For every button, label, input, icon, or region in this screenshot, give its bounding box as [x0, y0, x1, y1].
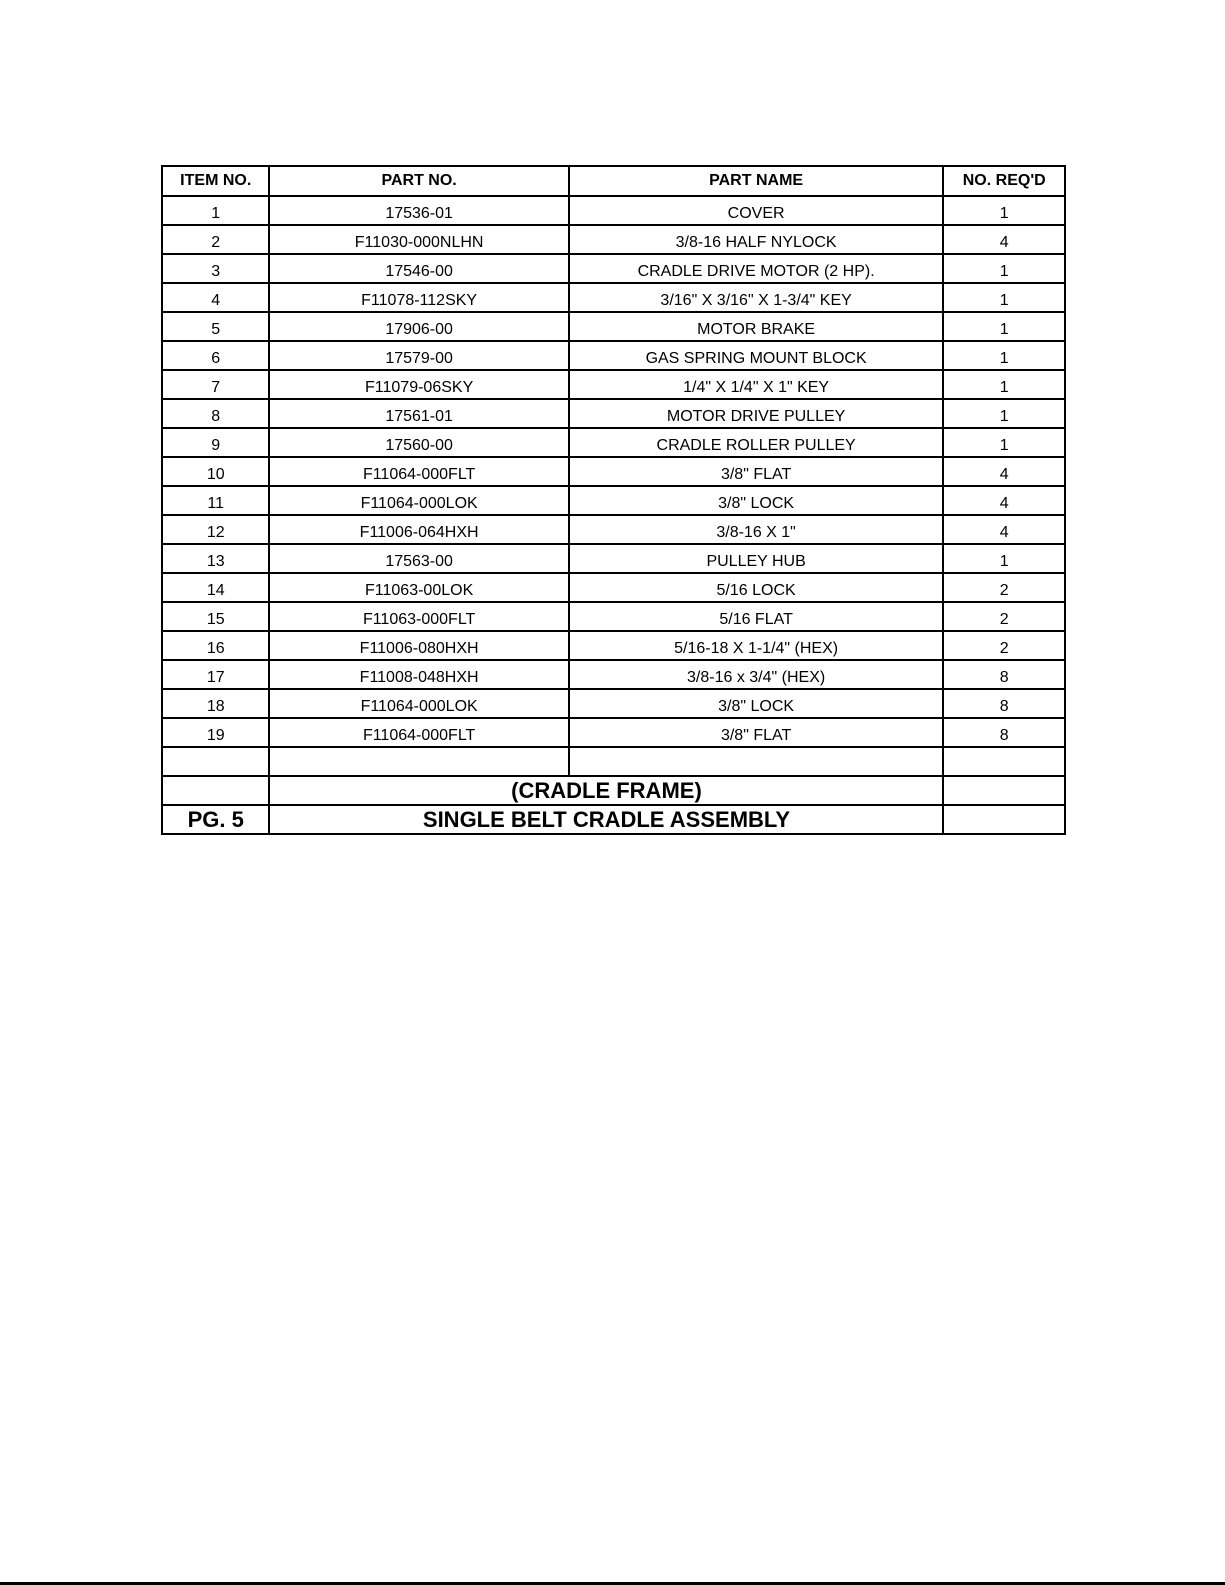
part-no-cell: 17563-00	[269, 544, 568, 573]
part-name-cell: 3/8" LOCK	[569, 486, 944, 515]
title-row	[162, 805, 1065, 834]
part-name-cell: 3/8" FLAT	[569, 718, 944, 747]
part-no-cell: F11063-00LOK	[269, 573, 568, 602]
part-name-cell: 3/16" X 3/16" X 1-3/4" KEY	[569, 283, 944, 312]
part-no-cell: F11064-000LOK	[269, 486, 568, 515]
qty-cell: 1	[943, 254, 1065, 283]
part-no-cell: 17906-00	[269, 312, 568, 341]
qty-cell: 4	[943, 457, 1065, 486]
part-name-cell: GAS SPRING MOUNT BLOCK	[569, 341, 944, 370]
part-name-cell: PULLEY HUB	[569, 544, 944, 573]
header-no-reqd: NO. REQ'D	[943, 166, 1065, 196]
qty-cell: 1	[943, 544, 1065, 573]
part-name-cell: CRADLE ROLLER PULLEY	[569, 428, 944, 457]
table-row	[162, 370, 1065, 399]
empty-cell	[569, 747, 944, 776]
item-no-cell: 18	[162, 689, 269, 718]
header-part-no: PART NO.	[269, 166, 568, 196]
item-no-cell: 2	[162, 225, 269, 254]
table-row	[162, 428, 1065, 457]
qty-cell: 8	[943, 660, 1065, 689]
item-no-cell: 4	[162, 283, 269, 312]
qty-cell: 1	[943, 283, 1065, 312]
item-no-cell: 17	[162, 660, 269, 689]
part-no-cell: F11006-080HXH	[269, 631, 568, 660]
qty-cell: 8	[943, 718, 1065, 747]
qty-cell: 4	[943, 486, 1065, 515]
item-no-cell: 15	[162, 602, 269, 631]
part-no-cell: 17561-01	[269, 399, 568, 428]
item-no-cell: 8	[162, 399, 269, 428]
part-name-cell: 5/16 FLAT	[569, 602, 944, 631]
part-name-cell: 5/16 LOCK	[569, 573, 944, 602]
part-name-cell: 5/16-18 X 1-1/4" (HEX)	[569, 631, 944, 660]
part-name-cell: 3/8-16 HALF NYLOCK	[569, 225, 944, 254]
item-no-cell: 1	[162, 196, 269, 225]
header-part-name: PART NAME	[569, 166, 944, 196]
table-row	[162, 544, 1065, 573]
empty-cell	[943, 747, 1065, 776]
part-no-cell: 17579-00	[269, 341, 568, 370]
part-name-cell: 3/8" LOCK	[569, 689, 944, 718]
parts-body	[162, 196, 1065, 747]
table-row	[162, 399, 1065, 428]
table-row	[162, 573, 1065, 602]
part-name-cell: COVER	[569, 196, 944, 225]
table-row	[162, 602, 1065, 631]
item-no-cell: 7	[162, 370, 269, 399]
item-no-cell: 11	[162, 486, 269, 515]
subtitle-row	[162, 776, 1065, 805]
qty-cell: 4	[943, 225, 1065, 254]
qty-cell: 1	[943, 399, 1065, 428]
item-no-cell: 14	[162, 573, 269, 602]
table-row	[162, 312, 1065, 341]
qty-cell: 1	[943, 370, 1065, 399]
part-no-cell: F11063-000FLT	[269, 602, 568, 631]
part-no-cell: 17560-00	[269, 428, 568, 457]
item-no-cell: 3	[162, 254, 269, 283]
part-no-cell: F11064-000FLT	[269, 457, 568, 486]
item-no-cell: 5	[162, 312, 269, 341]
part-name-cell: 3/8" FLAT	[569, 457, 944, 486]
item-no-cell: 10	[162, 457, 269, 486]
item-no-cell: 19	[162, 718, 269, 747]
qty-cell: 4	[943, 515, 1065, 544]
empty-cell	[162, 776, 269, 805]
empty-cell	[943, 805, 1065, 834]
table-row	[162, 196, 1065, 225]
table-row	[162, 515, 1065, 544]
part-no-cell: 17546-00	[269, 254, 568, 283]
part-name-cell: 3/8-16 X 1"	[569, 515, 944, 544]
table-row	[162, 689, 1065, 718]
header-row	[162, 166, 1065, 196]
part-no-cell: F11078-112SKY	[269, 283, 568, 312]
part-no-cell: F11064-000LOK	[269, 689, 568, 718]
part-no-cell: F11064-000FLT	[269, 718, 568, 747]
empty-cell	[162, 747, 269, 776]
item-no-cell: 6	[162, 341, 269, 370]
part-name-cell: 3/8-16 x 3/4" (HEX)	[569, 660, 944, 689]
item-no-cell: 12	[162, 515, 269, 544]
table-row	[162, 486, 1065, 515]
table-row	[162, 457, 1065, 486]
table-row	[162, 254, 1065, 283]
table-row	[162, 660, 1065, 689]
parts-table	[161, 165, 1066, 835]
qty-cell: 1	[943, 428, 1065, 457]
part-no-cell: F11008-048HXH	[269, 660, 568, 689]
assembly-title: SINGLE BELT CRADLE ASSEMBLY	[269, 805, 943, 834]
part-name-cell: MOTOR BRAKE	[569, 312, 944, 341]
part-no-cell: F11030-000NLHN	[269, 225, 568, 254]
part-name-cell: 1/4" X 1/4" X 1" KEY	[569, 370, 944, 399]
item-no-cell: 13	[162, 544, 269, 573]
header-item-no: ITEM NO.	[162, 166, 269, 196]
part-no-cell: F11079-06SKY	[269, 370, 568, 399]
part-name-cell: MOTOR DRIVE PULLEY	[569, 399, 944, 428]
qty-cell: 1	[943, 312, 1065, 341]
page-number: PG. 5	[162, 805, 269, 834]
table-row	[162, 718, 1065, 747]
qty-cell: 2	[943, 602, 1065, 631]
table-row	[162, 283, 1065, 312]
part-no-cell: F11006-064HXH	[269, 515, 568, 544]
part-name-cell: CRADLE DRIVE MOTOR (2 HP).	[569, 254, 944, 283]
qty-cell: 2	[943, 573, 1065, 602]
item-no-cell: 16	[162, 631, 269, 660]
empty-cell	[269, 747, 568, 776]
qty-cell: 1	[943, 196, 1065, 225]
empty-row	[162, 747, 1065, 776]
part-no-cell: 17536-01	[269, 196, 568, 225]
item-no-cell: 9	[162, 428, 269, 457]
qty-cell: 2	[943, 631, 1065, 660]
qty-cell: 8	[943, 689, 1065, 718]
empty-cell	[943, 776, 1065, 805]
table-row	[162, 631, 1065, 660]
table-row	[162, 225, 1065, 254]
assembly-subtitle: (CRADLE FRAME)	[269, 776, 943, 805]
table-row	[162, 341, 1065, 370]
qty-cell: 1	[943, 341, 1065, 370]
